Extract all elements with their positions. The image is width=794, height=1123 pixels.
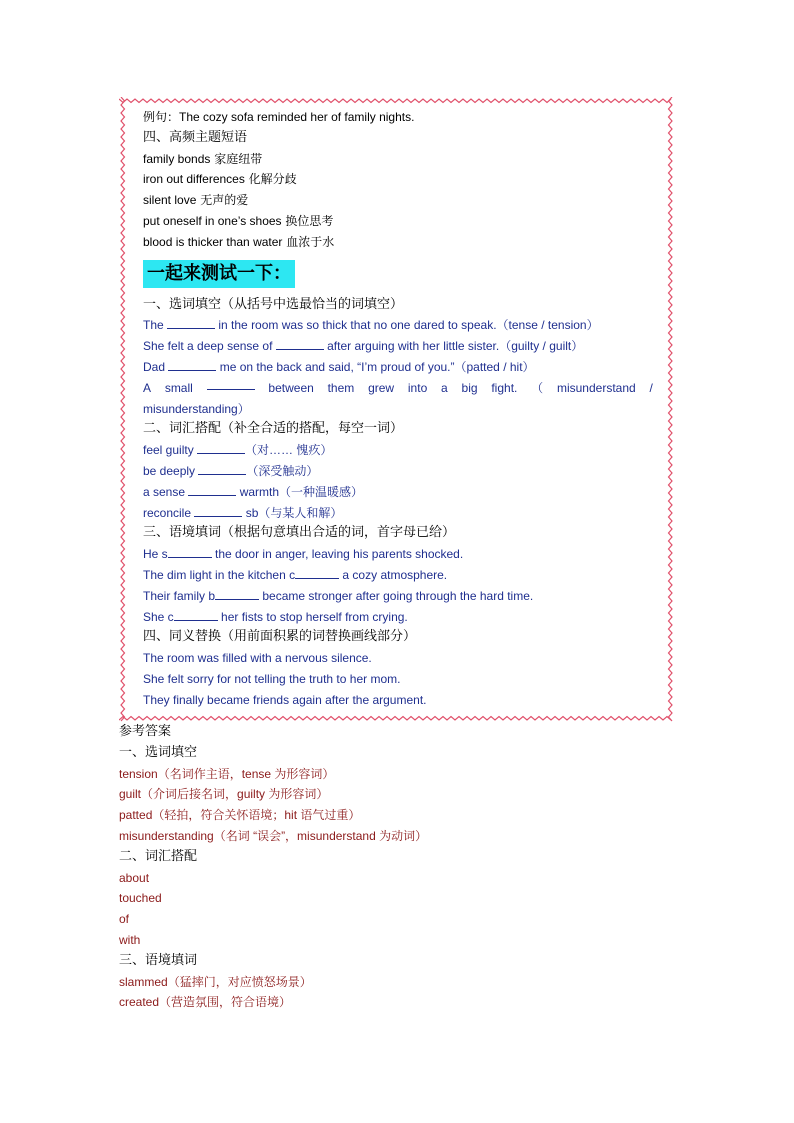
answer-item: slammed（猛摔门，对应愤怒场景） bbox=[119, 974, 312, 989]
question: He s the door in anger, leaving his parents shocked. bbox=[143, 547, 464, 562]
section3-title: 三、语境填词（根据句意填出合适的词，首字母已给） bbox=[143, 525, 456, 541]
answer-section2-title: 二、词汇搭配 bbox=[119, 848, 198, 864]
phrase-item: silent love 无声的爱 bbox=[143, 193, 249, 208]
question: a sense warmth（一种温暖感） bbox=[143, 484, 364, 499]
answer-item: with bbox=[119, 932, 141, 947]
answer-item: about bbox=[119, 870, 150, 885]
answer-item: created（营造氛围，符合语境） bbox=[119, 995, 292, 1010]
answer-item: misunderstanding（名词 “误会”，misunderstand 为动词） bbox=[119, 828, 428, 843]
answer-item: touched bbox=[119, 891, 162, 906]
question: The room was filled with a nervous silence. bbox=[143, 651, 372, 666]
phrases-heading: 四、高频主题短语 bbox=[143, 129, 248, 145]
question: She c her fists to stop herself from crying. bbox=[143, 609, 408, 624]
banner-row bbox=[143, 253, 653, 295]
answer-section3-title: 三、语境填词 bbox=[119, 952, 198, 968]
phrase-item: blood is thicker than water 血浓于水 bbox=[143, 234, 335, 249]
section2-title: 二、词汇搭配（补全合适的搭配，每空一词） bbox=[143, 421, 404, 437]
question: reconcile sb（与某人和解） bbox=[143, 505, 343, 520]
example-sentence: 例句：The cozy sofa reminded her of family nights. bbox=[143, 110, 415, 124]
phrase-item: put oneself in one’s shoes 换位思考 bbox=[143, 213, 334, 228]
answer-section1-title: 一、选词填空 bbox=[119, 744, 198, 760]
answer-item: tension（名词作主语，tense 为形容词） bbox=[119, 766, 335, 781]
question: Dad me on the back and said, “I’m proud of you.”（patted / hit） bbox=[143, 359, 535, 374]
section4-title: 四、同义替换（用前面积累的词替换画线部分） bbox=[143, 629, 417, 645]
answer-key bbox=[119, 722, 679, 1013]
question: They finally became friends again after the argument. bbox=[143, 692, 427, 707]
question: be deeply （深受触动） bbox=[143, 463, 319, 478]
question: She felt a deep sense of after arguing with her little sister.（guilty / guilt） bbox=[143, 339, 584, 354]
question: The dim light in the kitchen c a cozy atmosphere. bbox=[143, 567, 448, 582]
answer-item: of bbox=[119, 912, 130, 927]
answer-item: guilt（介词后接名词，guilty 为形容词） bbox=[119, 787, 329, 802]
phrase-list bbox=[143, 149, 653, 253]
question: She felt sorry for not telling the truth to her mom. bbox=[143, 671, 401, 686]
question: feel guilty （对…… 愧疚） bbox=[143, 443, 333, 458]
answer-item: patted（轻拍，符合关怀语境；hit 语气过重） bbox=[119, 808, 361, 823]
phrase-item: iron out differences 化解分歧 bbox=[143, 172, 297, 187]
question: A small between them grew into a big fight. （ misunderstand / bbox=[143, 378, 653, 399]
question: Their family b became stronger after going through the hard time. bbox=[143, 588, 534, 603]
answer-key-title: 参考答案 bbox=[119, 724, 172, 739]
section1-title: 一、选词填空（从括号中选最恰当的词填空） bbox=[143, 296, 404, 312]
phrase-item: family bonds 家庭纽带 bbox=[143, 151, 263, 166]
test-banner: 一起来测试一下： bbox=[143, 260, 295, 288]
question: The in the room was so thick that no one dared to speak.（tense / tension） bbox=[143, 318, 599, 333]
exercise-box bbox=[119, 97, 674, 722]
question-continued: misunderstanding） bbox=[143, 401, 250, 416]
